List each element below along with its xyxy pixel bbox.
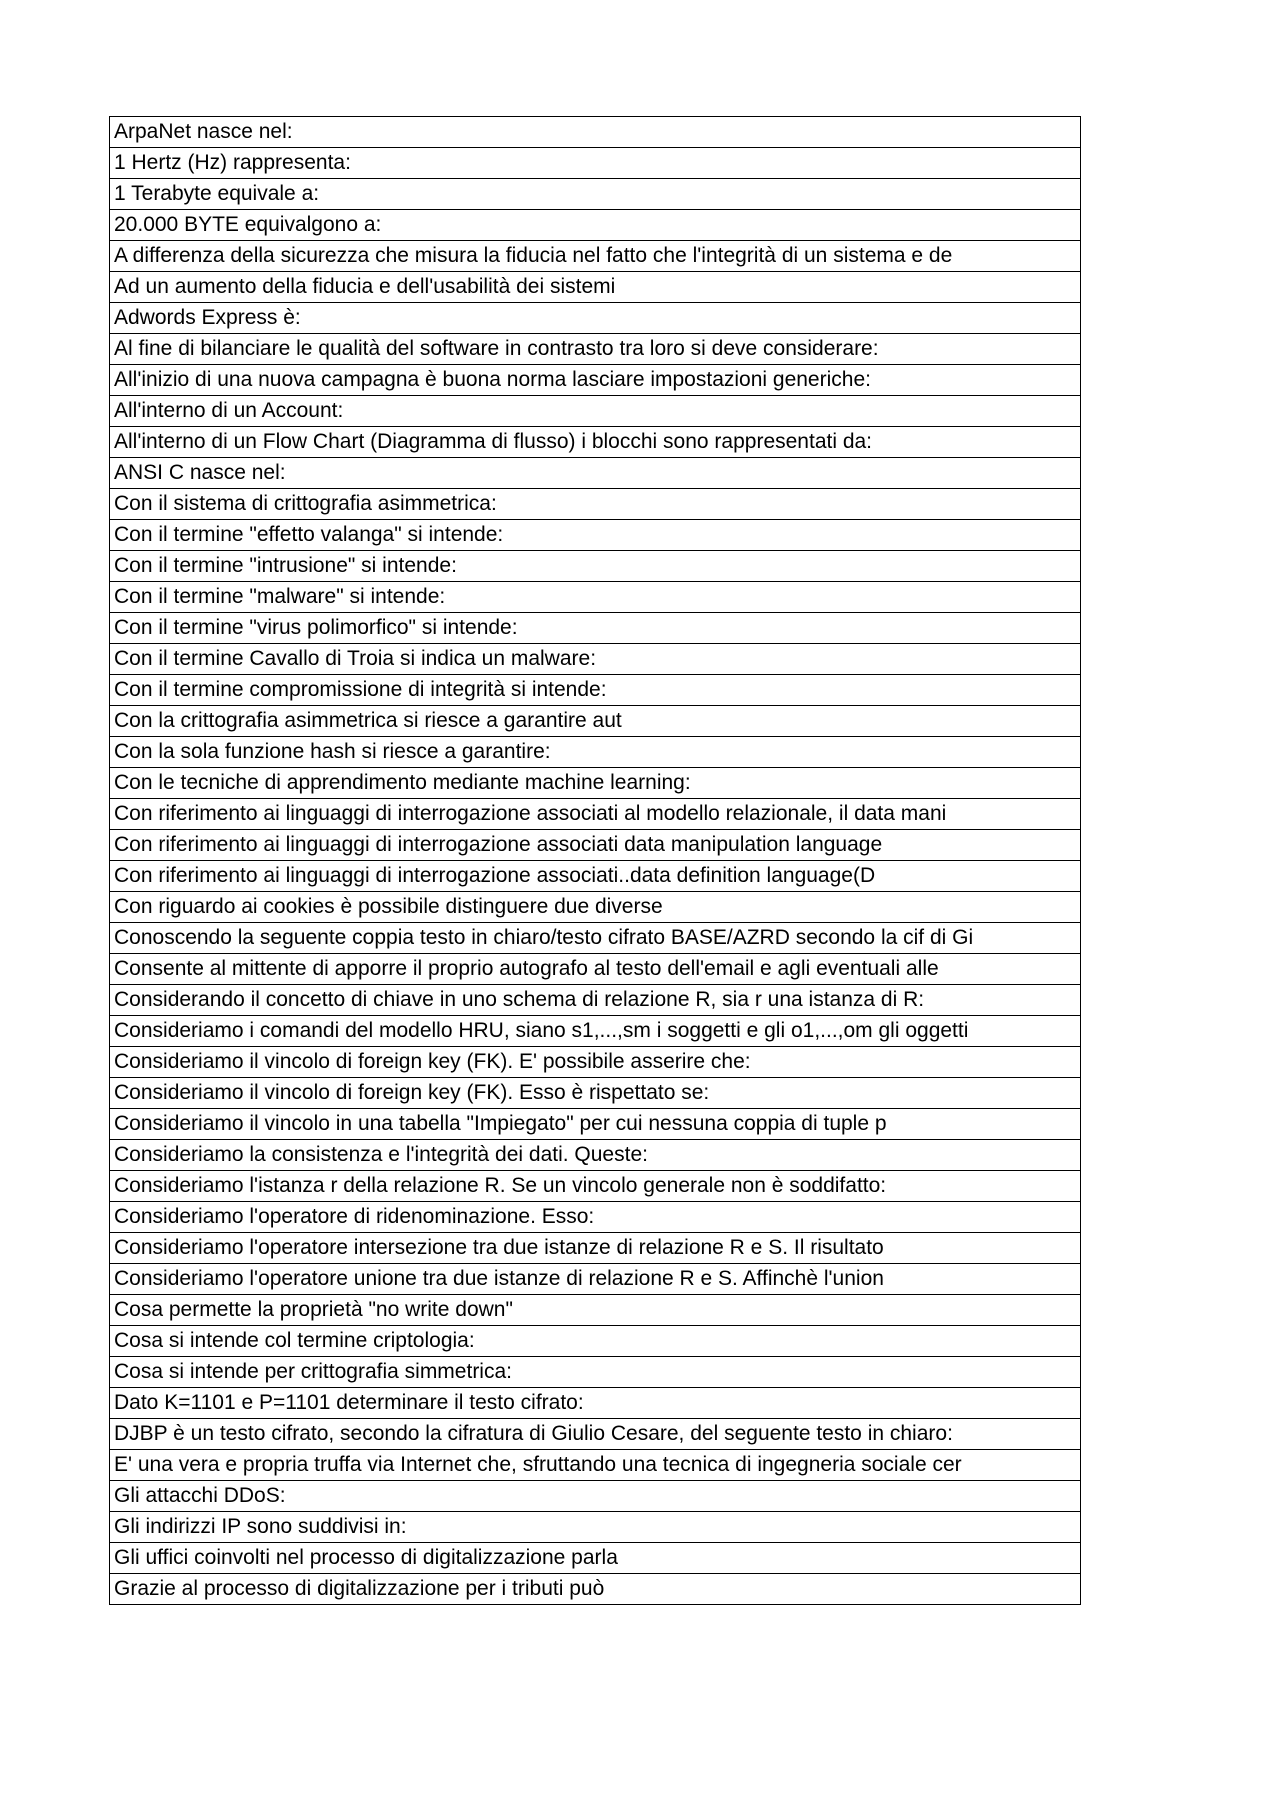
table-row	[110, 923, 1081, 954]
table-row	[110, 427, 1081, 458]
table-row	[110, 1419, 1081, 1450]
table-row	[110, 272, 1081, 303]
question-cell: Con riguardo ai cookies è possibile distinguere due diverse	[110, 892, 1081, 923]
question-cell: Consente al mittente di apporre il proprio autografo al testo dell'email e agli eventuali alle	[110, 954, 1081, 985]
questions-table	[109, 116, 1081, 1605]
question-cell: Con il termine Cavallo di Troia si indica un malware:	[110, 644, 1081, 675]
question-cell: 1 Terabyte equivale a:	[110, 179, 1081, 210]
table-row	[110, 830, 1081, 861]
question-cell: Ad un aumento della fiducia e dell'usabilità dei sistemi	[110, 272, 1081, 303]
table-row	[110, 241, 1081, 272]
table-row	[110, 613, 1081, 644]
table-row	[110, 1233, 1081, 1264]
question-cell: Consideriamo il vincolo in una tabella "Impiegato" per cui nessuna coppia di tuple p	[110, 1109, 1081, 1140]
table-row	[110, 1512, 1081, 1543]
table-row	[110, 892, 1081, 923]
table-row	[110, 551, 1081, 582]
table-row	[110, 644, 1081, 675]
question-cell: Con il sistema di crittografia asimmetrica:	[110, 489, 1081, 520]
question-cell: Con il termine compromissione di integrità si intende:	[110, 675, 1081, 706]
question-cell: Consideriamo l'operatore unione tra due istanze di relazione R e S. Affinchè l'union	[110, 1264, 1081, 1295]
question-cell: All'inizio di una nuova campagna è buona norma lasciare impostazioni generiche:	[110, 365, 1081, 396]
question-cell: Conoscendo la seguente coppia testo in chiaro/testo cifrato BASE/AZRD secondo la cif di Gi	[110, 923, 1081, 954]
question-cell: Con il termine "effetto valanga" si intende:	[110, 520, 1081, 551]
questions-table-body	[110, 117, 1081, 1605]
table-row	[110, 458, 1081, 489]
question-cell: Gli attacchi DDoS:	[110, 1481, 1081, 1512]
table-row	[110, 179, 1081, 210]
question-cell: ANSI C nasce nel:	[110, 458, 1081, 489]
table-row	[110, 1140, 1081, 1171]
table-row	[110, 799, 1081, 830]
table-row	[110, 1264, 1081, 1295]
question-cell: Con riferimento ai linguaggi di interrogazione associati data manipulation language	[110, 830, 1081, 861]
table-row	[110, 1450, 1081, 1481]
table-row	[110, 582, 1081, 613]
question-cell: Grazie al processo di digitalizzazione per i tributi può	[110, 1574, 1081, 1605]
table-row	[110, 1388, 1081, 1419]
question-cell: All'interno di un Flow Chart (Diagramma di flusso) i blocchi sono rappresentati da:	[110, 427, 1081, 458]
table-row	[110, 768, 1081, 799]
question-cell: Gli indirizzi IP sono suddivisi in:	[110, 1512, 1081, 1543]
question-cell: Con il termine "intrusione" si intende:	[110, 551, 1081, 582]
question-cell: Consideriamo l'operatore di ridenominazione. Esso:	[110, 1202, 1081, 1233]
question-cell: 20.000 BYTE equivalgono a:	[110, 210, 1081, 241]
table-row	[110, 520, 1081, 551]
question-cell: ArpaNet nasce nel:	[110, 117, 1081, 148]
table-row	[110, 1078, 1081, 1109]
table-row	[110, 1481, 1081, 1512]
question-cell: E' una vera e propria truffa via Internet che, sfruttando una tecnica di ingegneria sociale cer	[110, 1450, 1081, 1481]
table-row	[110, 1574, 1081, 1605]
table-row	[110, 117, 1081, 148]
question-cell: Consideriamo il vincolo di foreign key (FK). E' possibile asserire che:	[110, 1047, 1081, 1078]
question-cell: DJBP è un testo cifrato, secondo la cifratura di Giulio Cesare, del seguente testo in chiaro:	[110, 1419, 1081, 1450]
question-cell: A differenza della sicurezza che misura la fiducia nel fatto che l'integrità di un sistema e de	[110, 241, 1081, 272]
table-row	[110, 985, 1081, 1016]
table-row	[110, 954, 1081, 985]
question-cell: Con il termine "virus polimorfico" si intende:	[110, 613, 1081, 644]
table-row	[110, 148, 1081, 179]
question-cell: Con la crittografia asimmetrica si riesce a garantire aut	[110, 706, 1081, 737]
table-row	[110, 1202, 1081, 1233]
question-cell: Con la sola funzione hash si riesce a garantire:	[110, 737, 1081, 768]
question-cell: Cosa si intende col termine criptologia:	[110, 1326, 1081, 1357]
question-cell: Adwords Express è:	[110, 303, 1081, 334]
table-row	[110, 210, 1081, 241]
question-cell: 1 Hertz (Hz) rappresenta:	[110, 148, 1081, 179]
table-row	[110, 334, 1081, 365]
question-cell: Dato K=1101 e P=1101 determinare il testo cifrato:	[110, 1388, 1081, 1419]
question-cell: Con riferimento ai linguaggi di interrogazione associati..data definition language(D	[110, 861, 1081, 892]
question-cell: Cosa permette la proprietà "no write down"	[110, 1295, 1081, 1326]
table-row	[110, 861, 1081, 892]
table-row	[110, 1171, 1081, 1202]
table-row	[110, 489, 1081, 520]
question-cell: Considerando il concetto di chiave in uno schema di relazione R, sia r una istanza di R:	[110, 985, 1081, 1016]
table-row	[110, 1326, 1081, 1357]
question-cell: Consideriamo l'operatore intersezione tra due istanze di relazione R e S. Il risultato	[110, 1233, 1081, 1264]
table-row	[110, 737, 1081, 768]
table-row	[110, 1016, 1081, 1047]
table-row	[110, 365, 1081, 396]
question-cell: Consideriamo i comandi del modello HRU, siano s1,...,sm i soggetti e gli o1,...,om gli oggetti	[110, 1016, 1081, 1047]
question-cell: Al fine di bilanciare le qualità del software in contrasto tra loro si deve considerare:	[110, 334, 1081, 365]
table-row	[110, 396, 1081, 427]
table-row	[110, 1295, 1081, 1326]
question-cell: Con riferimento ai linguaggi di interrogazione associati al modello relazionale, il data mani	[110, 799, 1081, 830]
question-cell: All'interno di un Account:	[110, 396, 1081, 427]
question-cell: Cosa si intende per crittografia simmetrica:	[110, 1357, 1081, 1388]
question-cell: Gli uffici coinvolti nel processo di digitalizzazione parla	[110, 1543, 1081, 1574]
table-row	[110, 1109, 1081, 1140]
table-row	[110, 303, 1081, 334]
question-cell: Consideriamo la consistenza e l'integrità dei dati. Queste:	[110, 1140, 1081, 1171]
document-sheet	[109, 116, 1081, 1605]
table-row	[110, 1357, 1081, 1388]
question-cell: Consideriamo il vincolo di foreign key (FK). Esso è rispettato se:	[110, 1078, 1081, 1109]
table-row	[110, 706, 1081, 737]
question-cell: Con le tecniche di apprendimento mediante machine learning:	[110, 768, 1081, 799]
table-row	[110, 675, 1081, 706]
question-cell: Con il termine "malware" si intende:	[110, 582, 1081, 613]
question-cell: Consideriamo l'istanza r della relazione R. Se un vincolo generale non è soddifatto:	[110, 1171, 1081, 1202]
table-row	[110, 1543, 1081, 1574]
table-row	[110, 1047, 1081, 1078]
